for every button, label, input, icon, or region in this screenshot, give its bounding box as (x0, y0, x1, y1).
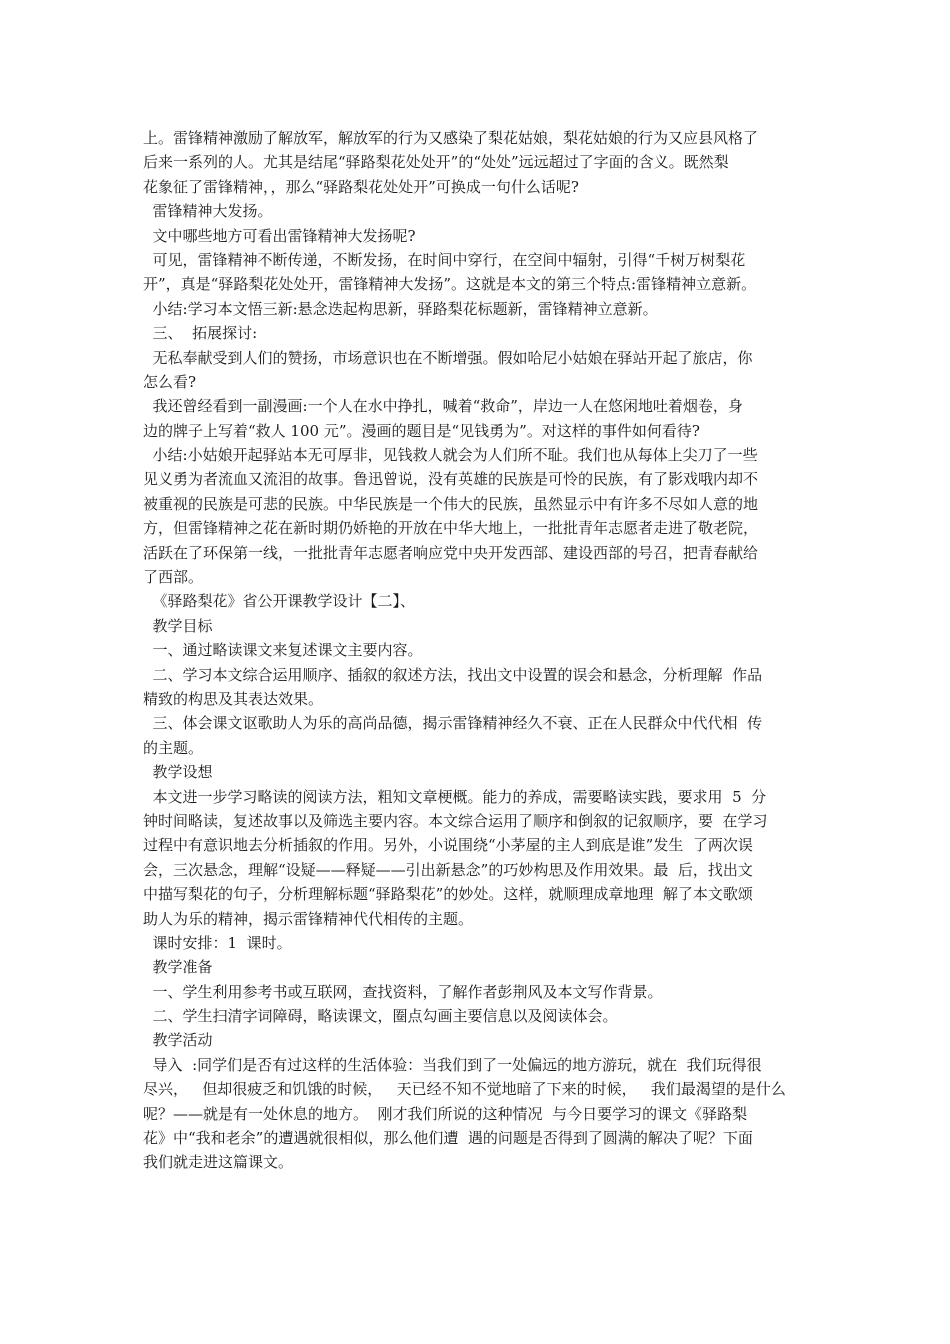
text-line: 见义勇为者流血又流泪的故事。鲁迅曾说，没有英雄的民族是可怜的民族，有了影戏哦内却不 (143, 470, 759, 489)
text-line: 尽兴， 但却很疲乏和饥饿的时候， 天已经不知不觉地暗了下来的时候， 我们最渴望的是什么 (143, 1080, 786, 1099)
text-line: 导入 :同学们是否有过这样的生活体验：当我们到了一处偏远的地方游玩，就在 我们玩得很 (143, 1055, 762, 1074)
text-line: 课时安排：1 课时。 (143, 933, 292, 952)
text-line: 二、学生扫清字词障碍，略读课文，圈点勾画主要信息以及阅读体会。 (143, 1007, 618, 1026)
text-line: 小结:学习本文悟三新:悬念迭起构思新，驿路梨花标题新，雷锋精神立意新。 (143, 299, 658, 318)
text-line: 我们就走进这篇课文。 (143, 1153, 294, 1172)
text-line: 了西部。 (143, 568, 204, 587)
text-line: 教学活动 (143, 1031, 213, 1050)
text-line: 呢？——就是有一处休息的地方。 刚才我们所说的这种情况 与今日要学习的课文《驿路梨 (143, 1104, 748, 1123)
document-body (143, 126, 823, 1175)
text-line: 花象征了雷锋精神，，那么“驿路梨花处处开”可换成一句什么话呢? (143, 177, 579, 196)
text-line: 助人为乐的精神，揭示雷锋精神代代相传的主题。 (143, 909, 474, 928)
text-line: 怎么看? (143, 372, 197, 391)
text-line: 一、通过略读课文来复述课文主要内容。 (143, 641, 423, 660)
text-line: 花》中“我和老余”的遭遇就很相似，那么他们遭 遇的问题是否得到了圆满的解决了呢？下面 (143, 1129, 753, 1148)
text-line: 可见，雷锋精神不断传递，不断发扬，在时间中穿行，在空间中辐射，引得“千树万树梨花 (143, 250, 746, 269)
text-line: 无私奉献受到人们的赞扬，市场意识也在不断增强。假如哈尼小姑娘在驿站开起了旅店，你 (143, 348, 753, 367)
text-line: 本文进一步学习略读的阅读方法，粗知文章梗概。能力的养成，需要略读实践，要求用 5 分 (143, 787, 767, 806)
text-line: 边的牌子上写着“救人 100 元”。漫画的题目是“见钱勇为”。对这样的事件如何看待? (143, 421, 700, 440)
text-line: 的主题。 (143, 738, 204, 757)
text-line: 后来一系列的人。尤其是结尾“驿路梨花处处开”的“处处”远远超过了字面的含义。既然梨 (143, 153, 729, 172)
text-line: 被重视的民族是可悲的民族。中华民族是一个伟大的民族，虽然显示中有许多不尽如人意的地 (143, 494, 759, 513)
text-line: 教学目标 (143, 616, 213, 635)
text-line: 开”，真是“驿路梨花处处开，雷锋精神大发扬”。这就是本文的第三个特点:雷锋精神立意新。 (143, 275, 757, 294)
text-line: 小结:小姑娘开起驿站本无可厚非，见钱救人就会为人们所不耻。我们也从每体上尖刀了一些 (143, 446, 758, 465)
text-line: 过程中有意识地去分析插叙的作用。另外，小说围绕“小茅屋的主人到底是谁”发生 了两次误 (143, 836, 753, 855)
text-line: 三、 拓展探讨: (143, 324, 258, 343)
text-line: 上。雷锋精神激励了解放军，解放军的行为又感染了梨花姑娘，梨花姑娘的行为又应县风格了 (143, 129, 759, 147)
text-line: 钟时间略读，复述故事以及筛选主要内容。本文综合运用了顺序和倒叙的记叙顺序，要 在学习 (143, 811, 768, 830)
text-line: 《驿路梨花》省公开课教学设计【二】、 (143, 592, 416, 611)
text-line: 雷锋精神大发扬。 (143, 202, 273, 221)
text-line: 教学准备 (143, 958, 213, 977)
text-line: 会，三次悬念，理解“设疑——释疑——引出新悬念”的巧妙构思及作用效果。最 后，找出文 (143, 860, 753, 879)
text-line: 三、体会课文讴歌助人为乐的高尚品德，揭示雷锋精神经久不衰、正在人民群众中代代相 传 (143, 714, 763, 733)
text-line: 二、学习本文综合运用顺序、插叙的叙述方法，找出文中设置的误会和悬念，分析理解 作品 (143, 665, 763, 684)
text-line: 一、学生利用参考书或互联网，查找资料，了解作者彭荆风及本文写作背景。 (143, 982, 663, 1001)
text-line: 文中哪些地方可看出雷锋精神大发扬呢? (143, 226, 416, 245)
text-line: 方，但雷锋精神之花在新时期仍娇艳的开放在中华大地上，一批批青年志愿者走进了敬老院， (143, 519, 759, 538)
text-line: 活跃在了环保第一线，一批批青年志愿者响应党中央开发西部、建设西部的号召，把青春献给 (143, 543, 759, 562)
text-line: 我还曾经看到一副漫画:一个人在水中挣扎，喊着“救命”，岸边一人在悠闲地吐着烟卷，身 (143, 397, 743, 416)
text-line: 教学设想 (143, 763, 213, 782)
text-line: 精致的构思及其表达效果。 (143, 689, 324, 708)
text-line: 中描写梨花的句子，分析理解标题“驿路梨花”的妙处。这样，就顺理成章地理 解了本文歌颂 (143, 885, 753, 904)
